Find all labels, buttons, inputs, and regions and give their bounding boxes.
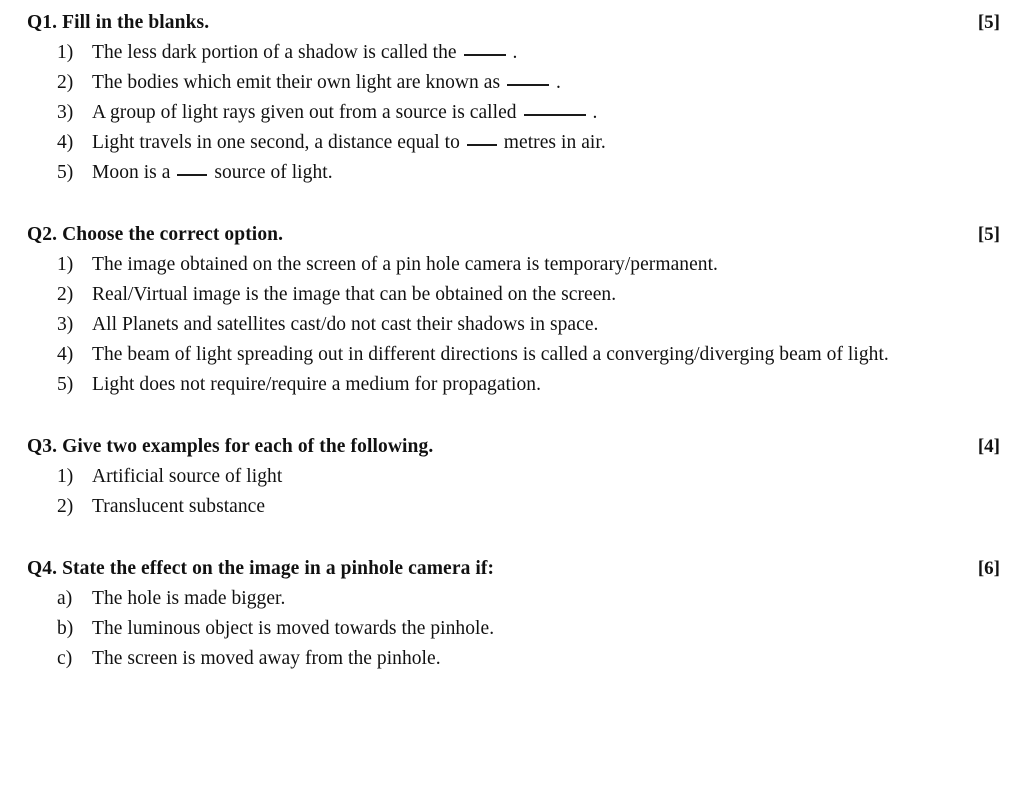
list-item-text: The screen is moved away from the pinhole. [92, 648, 441, 669]
list-item [0, 462, 1024, 492]
question-heading-q3 [0, 432, 1024, 462]
list-item-marker: 3) [57, 314, 74, 335]
list-item [0, 280, 1024, 310]
list-item-marker: c) [57, 648, 73, 669]
list-item [0, 644, 1024, 674]
list-item-text: Translucent substance [92, 496, 266, 517]
list-item-marker: 2) [57, 496, 74, 517]
question-marks-q2: [5] [977, 224, 1000, 245]
list-item [0, 310, 1024, 340]
question-heading-text-q4: Q4. State the effect on the image in a pinhole camera if: [27, 558, 495, 579]
fill-blank [507, 72, 549, 86]
list-item-marker: 5) [57, 162, 74, 183]
question-block-q2 [0, 220, 1024, 400]
list-item [0, 250, 1024, 280]
list-item [0, 370, 1024, 400]
question-heading-text-q1: Q1. Fill in the blanks. [27, 12, 210, 33]
question-heading-text-q3: Q3. Give two examples for each of the following. [27, 436, 434, 457]
list-item [0, 158, 1024, 188]
list-item [0, 614, 1024, 644]
list-item-marker: a) [57, 588, 73, 609]
list-item-text: Artificial source of light [92, 466, 283, 487]
list-item-text: The luminous object is moved towards the pinhole. [92, 618, 495, 639]
question-items-q2 [0, 250, 1024, 400]
list-item-text-after: . [512, 42, 518, 63]
fill-blank [467, 132, 497, 146]
list-item-text-after: source of light. [214, 162, 333, 183]
list-item-text: All Planets and satellites cast/do not cast their shadows in space. [92, 314, 599, 335]
fill-blank [524, 102, 586, 116]
question-items-q1 [0, 38, 1024, 188]
list-item-marker: 1) [57, 42, 74, 63]
section-spacer [0, 522, 1024, 554]
list-item-marker: 1) [57, 254, 74, 275]
question-items-q4 [0, 584, 1024, 674]
list-item-marker: 1) [57, 466, 74, 487]
list-item [0, 492, 1024, 522]
question-block-q1 [0, 0, 1024, 188]
fill-blank [177, 162, 207, 176]
list-item-marker: 5) [57, 374, 74, 395]
fill-blank [464, 42, 506, 56]
list-item [0, 584, 1024, 614]
question-items-q3 [0, 462, 1024, 522]
section-spacer [0, 400, 1024, 432]
list-item-text-after: . [592, 102, 598, 123]
list-item-text: The beam of light spreading out in different directions is called a converging/diverging beam of light. [92, 344, 889, 365]
list-item-text-before: The less dark portion of a shadow is called the [92, 42, 457, 63]
list-item-marker: 2) [57, 72, 74, 93]
list-item [0, 98, 1024, 128]
list-item-text: The image obtained on the screen of a pin hole camera is temporary/permanent. [92, 254, 718, 275]
question-heading-q4 [0, 554, 1024, 584]
list-item-text-before: The bodies which emit their own light are known as [92, 72, 501, 93]
list-item-marker: 4) [57, 344, 74, 365]
list-item-text-before: A group of light rays given out from a source is called [92, 102, 517, 123]
question-marks-q1: [5] [977, 12, 1000, 33]
list-item [0, 340, 1024, 370]
list-item-marker: 4) [57, 132, 74, 153]
question-marks-q4: [6] [977, 558, 1000, 579]
question-block-q4 [0, 554, 1024, 674]
question-heading-q2 [0, 220, 1024, 250]
list-item-text-before: Light travels in one second, a distance equal to [92, 132, 460, 153]
list-item [0, 128, 1024, 158]
question-heading-text-q2: Q2. Choose the correct option. [27, 224, 284, 245]
list-item-text: Real/Virtual image is the image that can be obtained on the screen. [92, 284, 617, 305]
list-item [0, 68, 1024, 98]
list-item [0, 38, 1024, 68]
list-item-text-before: Moon is a [92, 162, 171, 183]
question-block-q3 [0, 432, 1024, 522]
list-item-text-after: metres in air. [503, 132, 606, 153]
list-item-marker: b) [57, 618, 74, 639]
list-item-text: Light does not require/require a medium for propagation. [92, 374, 541, 395]
question-marks-q3: [4] [977, 436, 1000, 457]
list-item-marker: 3) [57, 102, 74, 123]
list-item-text: The hole is made bigger. [92, 588, 286, 609]
section-spacer [0, 188, 1024, 220]
list-item-marker: 2) [57, 284, 74, 305]
question-heading-q1 [0, 8, 1024, 38]
list-item-text-after: . [556, 72, 561, 93]
